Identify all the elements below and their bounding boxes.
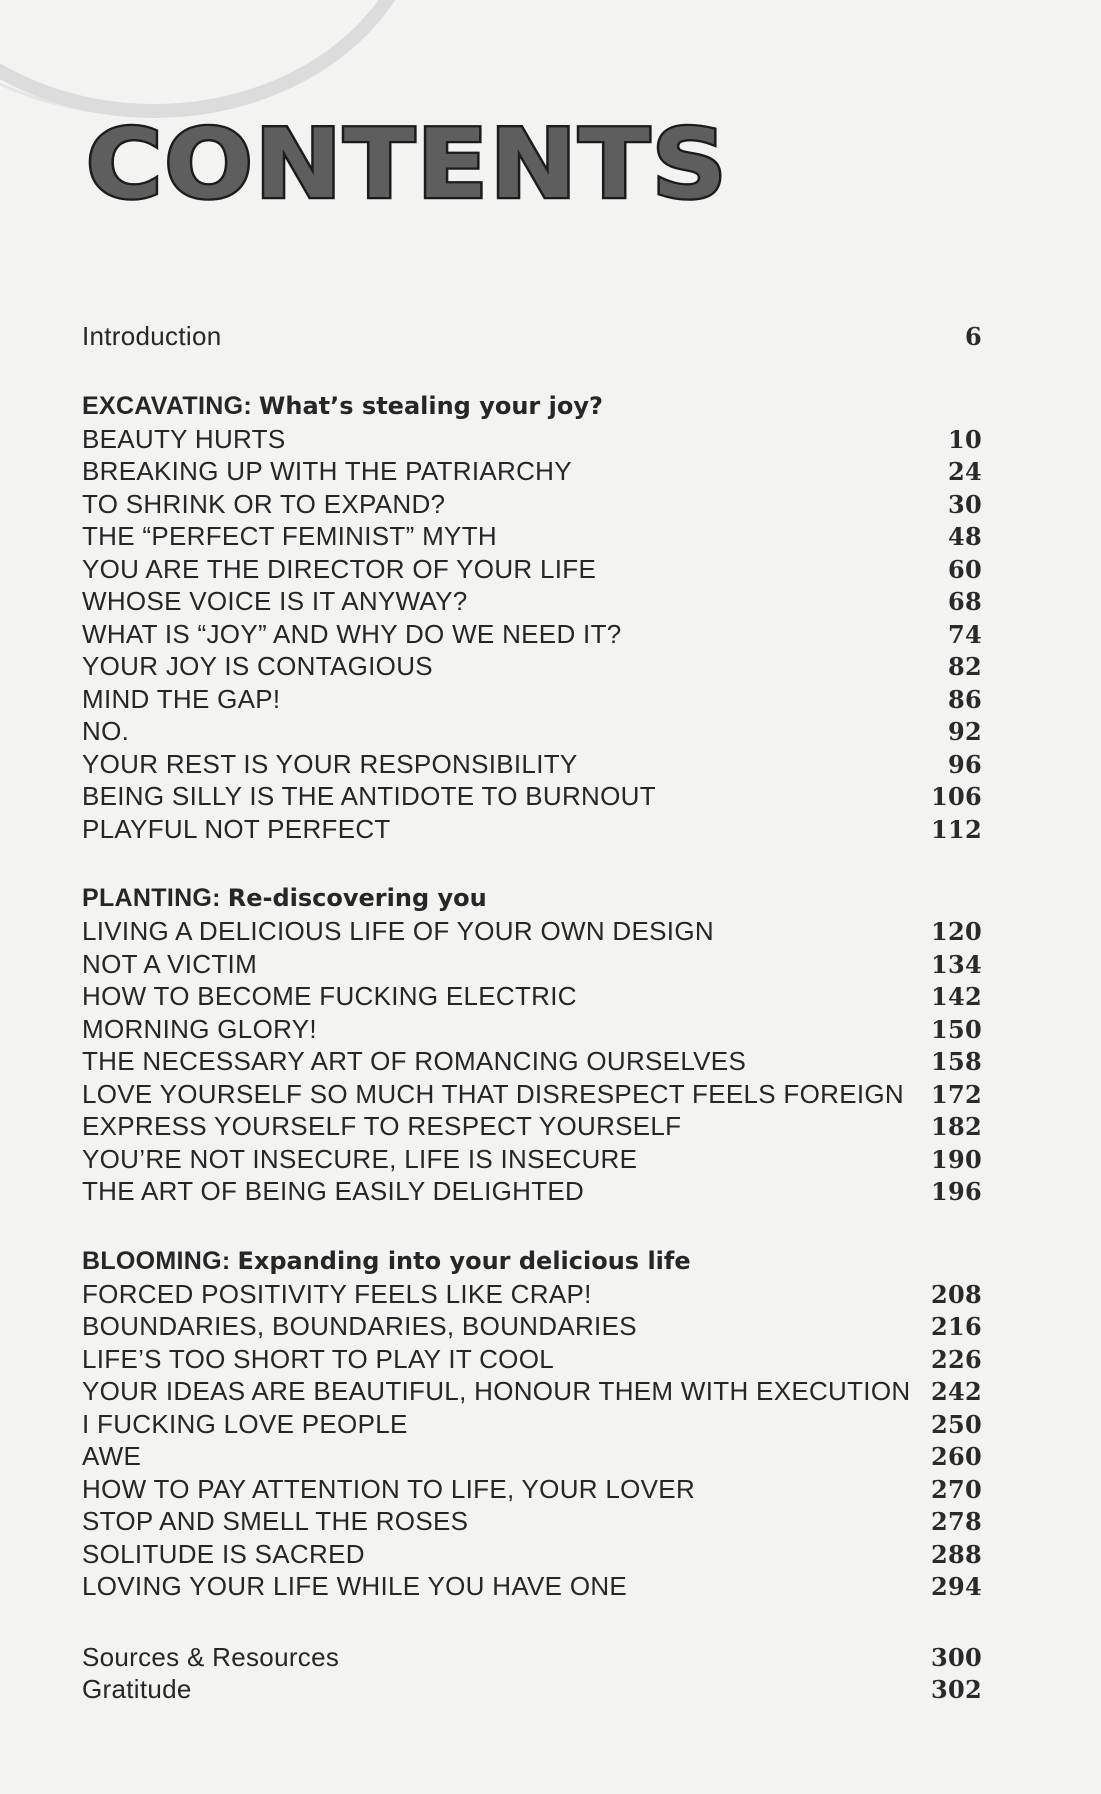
entry-title: YOUR IDEAS ARE BEAUTIFUL, HONOUR THEM WITH EXECUTION [82,1376,911,1406]
entry-title: BEING SILLY IS THE ANTIDOTE TO BURNOUT [82,781,656,811]
entry-page-number: 278 [931,1507,982,1536]
entry-page-number: 196 [931,1177,982,1206]
entry-title: BOUNDARIES, BOUNDARIES, BOUNDARIES [82,1311,637,1341]
section-heading [82,389,982,423]
entry-title: BEAUTY HURTS [82,423,286,454]
toc-entry [82,915,982,948]
section-heading [82,881,982,915]
entry-title: PLAYFUL NOT PERFECT [82,813,391,844]
toc-entry [82,1343,982,1376]
entry-title: LOVING YOUR LIFE WHILE YOU HAVE ONE [82,1571,628,1601]
section-heading [82,1244,982,1278]
entry-page-number: 112 [931,814,982,844]
toc-entry [82,1013,982,1046]
entry-title: NOT A VICTIM [82,948,258,979]
toc-entry [82,618,982,651]
entry-page-number: 182 [931,1112,982,1141]
entry-page-number: 92 [948,717,982,746]
toc-entry [82,1175,982,1208]
toc-entry [82,1310,982,1343]
toc-entry [82,1278,982,1311]
entry-page-number: 120 [931,917,982,946]
toc-entry [82,948,982,981]
toc-entry [82,1505,982,1538]
entry-title: YOUR JOY IS CONTAGIOUS [82,651,433,681]
toc-entry [82,980,982,1013]
page-title: CONTENTS [86,107,729,220]
table-of-contents [82,320,982,1706]
entry-title: AWE [82,1441,142,1471]
toc-entry [82,1440,982,1473]
entry-title: THE “PERFECT FEMINIST” MYTH [82,521,497,551]
toc-entry [82,1078,982,1111]
toc-entry [82,813,982,846]
toc-entry [82,715,982,748]
corner-decoration-outer [0,0,436,116]
entry-page-number: 30 [948,489,982,519]
entry-title: LIFE’S TOO SHORT TO PLAY IT COOL [82,1343,554,1374]
entry-title: EXPRESS YOURSELF TO RESPECT YOURSELF [82,1111,682,1141]
entry-title: YOUR REST IS YOUR RESPONSIBILITY [82,748,578,779]
entry-title: Introduction [82,321,222,351]
entry-page-number: 142 [931,982,982,1011]
entry-title: LOVE YOURSELF SO MUCH THAT DISRESPECT FEELS FOREIGN [82,1078,904,1109]
entry-page-number: 150 [931,1014,982,1044]
toc-section [82,389,982,846]
sections-container [82,389,982,1603]
toc-entry [82,1408,982,1441]
entry-page-number: 270 [931,1474,982,1504]
entry-page-number: 82 [948,652,982,681]
toc-entry [82,1375,982,1408]
toc-entry [82,520,982,553]
toc-entry [82,1570,982,1603]
toc-entry [82,1045,982,1078]
entry-page-number: 68 [948,587,982,616]
entry-page-number: 134 [931,949,982,979]
entry-page-number: 106 [931,782,982,811]
entry-page-number: 294 [931,1572,982,1601]
entry-page-number: 86 [948,684,982,714]
section-subtitle: What’s stealing your joy? [258,391,603,420]
toc-entry [82,1673,982,1706]
toc-entry [82,748,982,781]
toc-entry [82,455,982,488]
end-matter-block [82,1641,982,1706]
toc-entry [82,320,982,353]
entry-page-number: 208 [931,1279,982,1309]
entry-page-number: 158 [931,1047,982,1076]
toc-entry [82,423,982,456]
entry-title: NO. [82,716,130,746]
entry-page-number: 300 [931,1642,982,1672]
entry-title: Gratitude [82,1674,192,1704]
section-name: EXCAVATING: [82,391,252,420]
section-name: BLOOMING: [82,1246,231,1275]
toc-entry [82,1110,982,1143]
entry-title: THE NECESSARY ART OF ROMANCING OURSELVES [82,1046,747,1076]
entry-title: HOW TO PAY ATTENTION TO LIFE, YOUR LOVER [82,1473,696,1504]
entry-title: WHOSE VOICE IS IT ANYWAY? [82,586,468,616]
entry-page-number: 60 [948,554,982,584]
section-subtitle: Re-discovering you [227,884,487,912]
toc-entry [82,1473,982,1506]
entry-page-number: 6 [965,322,982,351]
entry-page-number: 172 [931,1079,982,1109]
entry-page-number: 190 [931,1144,982,1174]
section-name: PLANTING: [82,884,221,912]
entry-title: SOLITUDE IS SACRED [82,1538,365,1569]
entry-page-number: 74 [948,619,982,649]
entry-page-number: 260 [931,1442,982,1471]
entry-page-number: 96 [948,749,982,779]
entry-title: I FUCKING LOVE PEOPLE [82,1408,408,1439]
entry-title: STOP AND SMELL THE ROSES [82,1506,469,1536]
entry-page-number: 288 [931,1539,982,1569]
entry-title: MORNING GLORY! [82,1013,317,1044]
toc-entry [82,585,982,618]
entry-title: LIVING A DELICIOUS LIFE OF YOUR OWN DESIGN [82,916,714,946]
entry-page-number: 242 [931,1377,982,1406]
toc-entry [82,1641,982,1674]
toc-section [82,881,982,1208]
entry-title: THE ART OF BEING EASILY DELIGHTED [82,1176,585,1206]
entry-title: BREAKING UP WITH THE PATRIARCHY [82,456,572,486]
toc-entry [82,650,982,683]
entry-title: WHAT IS “JOY” AND WHY DO WE NEED IT? [82,618,622,649]
toc-entry [82,488,982,521]
section-subtitle: Expanding into your delicious life [237,1246,691,1275]
entry-title: FORCED POSITIVITY FEELS LIKE CRAP! [82,1278,592,1309]
entry-page-number: 24 [948,457,982,486]
entry-page-number: 216 [931,1312,982,1341]
entry-page-number: 48 [948,522,982,551]
toc-entry [82,553,982,586]
toc-entry [82,780,982,813]
entry-title: MIND THE GAP! [82,683,281,714]
entry-title: Sources & Resources [82,1641,340,1672]
corner-decoration [0,0,428,118]
intro-block [82,320,982,353]
entry-page-number: 226 [931,1344,982,1374]
entry-title: YOU ARE THE DIRECTOR OF YOUR LIFE [82,553,597,584]
entry-title: YOU’RE NOT INSECURE, LIFE IS INSECURE [82,1143,638,1174]
toc-entry [82,1143,982,1176]
entry-page-number: 302 [931,1675,982,1704]
entry-title: HOW TO BECOME FUCKING ELECTRIC [82,981,577,1011]
entry-page-number: 250 [931,1409,982,1439]
entry-page-number: 10 [948,424,982,454]
toc-entry [82,683,982,716]
toc-entry [82,1538,982,1571]
toc-section [82,1244,982,1603]
entry-title: TO SHRINK OR TO EXPAND? [82,488,446,519]
